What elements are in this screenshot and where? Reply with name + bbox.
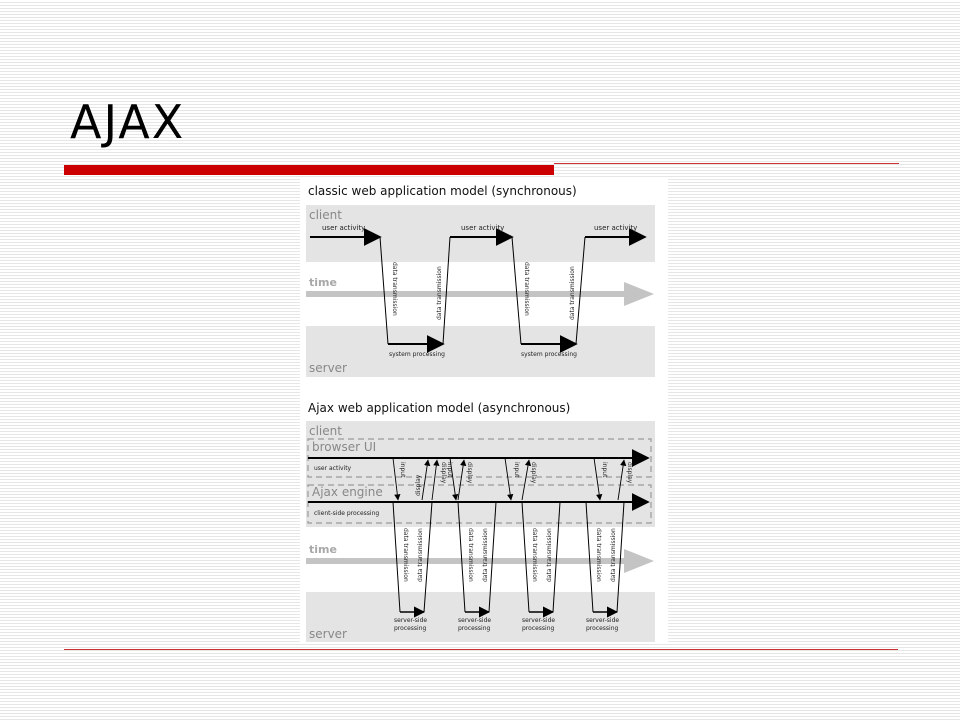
- svg-text:data transmission: data transmission: [595, 528, 602, 582]
- svg-text:data transmission: data transmission: [482, 528, 489, 582]
- svg-text:input: input: [601, 462, 608, 478]
- svg-text:server-side: server-side: [522, 617, 556, 624]
- sync-server-label: server: [309, 361, 347, 375]
- svg-text:server-side: server-side: [458, 617, 492, 624]
- async-server-label: server: [309, 627, 347, 641]
- svg-text:processing: processing: [458, 625, 491, 632]
- svg-text:processing: processing: [586, 625, 619, 632]
- title-accent-bar: [64, 165, 554, 175]
- svg-text:user activity: user activity: [314, 465, 352, 472]
- sync-server-lane: [306, 326, 655, 377]
- sync-heading: classic web application model (synchronous): [308, 184, 577, 198]
- ajax-model-diagram: [300, 178, 668, 644]
- svg-text:data transmission: data transmission: [467, 528, 474, 582]
- title-underline: [554, 163, 899, 164]
- svg-text:display: display: [440, 462, 447, 484]
- sync-client-lane: [306, 205, 655, 262]
- svg-text:user activity: user activity: [594, 224, 638, 232]
- svg-text:processing: processing: [522, 625, 555, 632]
- svg-text:server-side: server-side: [394, 617, 428, 624]
- async-client-label: client: [309, 424, 342, 438]
- svg-text:display: display: [626, 462, 633, 484]
- svg-text:input: input: [446, 462, 453, 478]
- svg-text:server-side: server-side: [586, 617, 620, 624]
- async-heading: Ajax web application model (asynchronous): [308, 401, 571, 415]
- svg-text:system processing: system processing: [521, 351, 577, 358]
- svg-text:data transmission: data transmission: [523, 262, 530, 316]
- svg-text:data transmission: data transmission: [531, 528, 538, 582]
- svg-text:input: input: [399, 462, 406, 478]
- sync-client-label: client: [309, 208, 342, 222]
- svg-text:data transmission: data transmission: [402, 528, 409, 582]
- svg-text:data transmission: data transmission: [610, 528, 617, 582]
- sync-time-label: time: [309, 276, 337, 289]
- browser-ui-label: browser UI: [312, 440, 377, 454]
- svg-text:data transmission: data transmission: [391, 262, 398, 316]
- svg-text:processing: processing: [394, 625, 427, 632]
- ajax-engine-label: Ajax engine: [312, 485, 383, 499]
- footer-rule: [64, 649, 898, 650]
- svg-text:user activity: user activity: [461, 224, 505, 232]
- svg-text:user activity: user activity: [322, 224, 366, 232]
- svg-text:display: display: [415, 474, 422, 496]
- svg-text:display: display: [466, 462, 473, 484]
- sync-time-arrow: [306, 282, 654, 306]
- svg-text:display: display: [530, 462, 537, 484]
- svg-text:client-side processing: client-side processing: [314, 510, 380, 517]
- slide-title: AJAX: [70, 95, 186, 149]
- diagram-canvas: [300, 178, 668, 644]
- svg-text:data transmission: data transmission: [417, 528, 424, 582]
- svg-text:system processing: system processing: [389, 351, 445, 358]
- async-time-label: time: [309, 543, 337, 556]
- svg-text:data transmission: data transmission: [546, 528, 553, 582]
- svg-text:input: input: [513, 462, 520, 478]
- svg-text:data transmission: data transmission: [436, 266, 443, 320]
- svg-text:data transmission: data transmission: [569, 266, 576, 320]
